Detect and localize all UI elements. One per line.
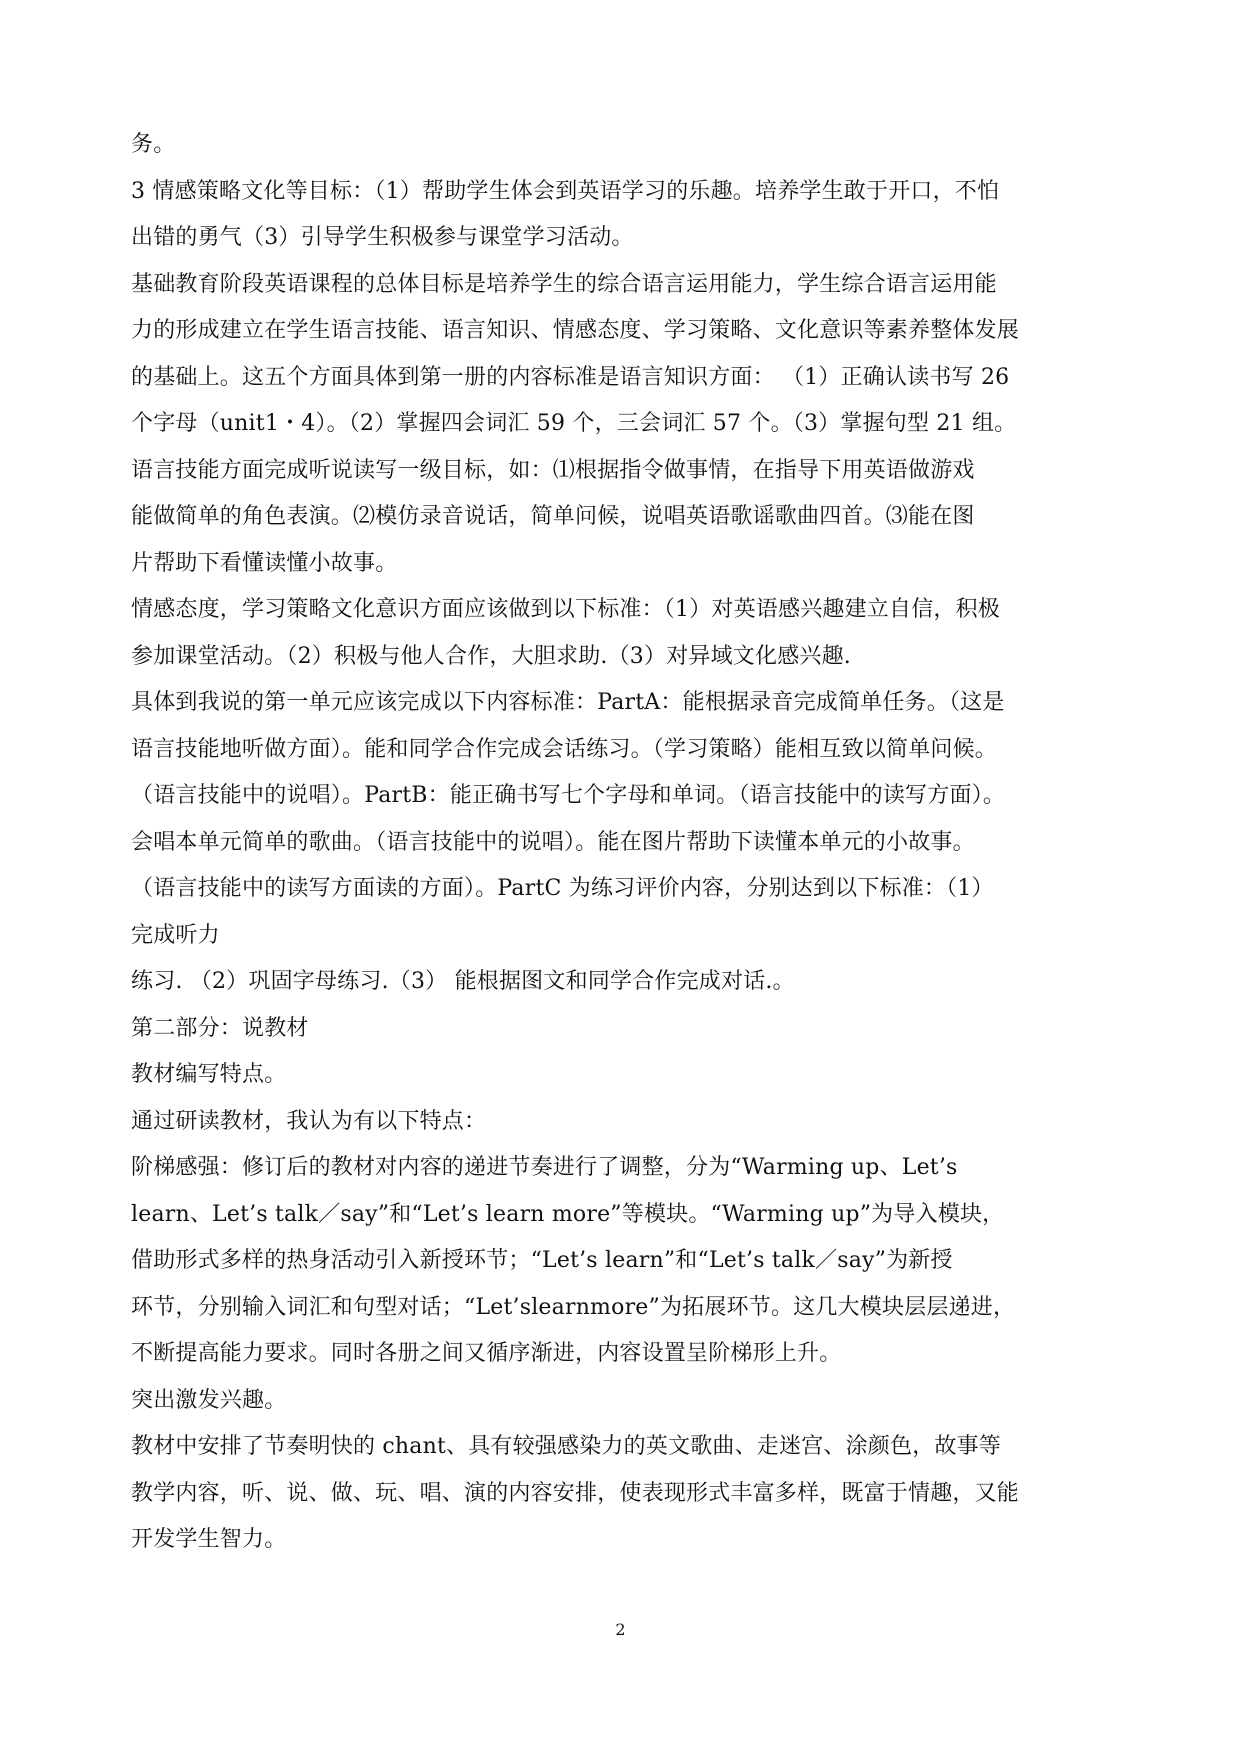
text-line: 3 情感策略文化等目标：（1）帮助学生体会到英语学习的乐趣。培养学生敢于开口，不怕: [131, 178, 1000, 204]
text-line: 教材中安排了节奏明快的 chant、具有较强感染力的英文歌曲、走迷宫、涂颜色，故事等: [131, 1434, 1002, 1459]
text-line: 语言技能地听做方面）。能和同学合作完成会话练习。（学习策略）能相互致以简单问候。: [131, 736, 998, 762]
text-line: 情感态度，学习策略文化意识方面应该做到以下标准：（1）对英语感兴趣建立自信，积极: [131, 597, 1000, 622]
text-line: 突出激发兴趣。: [131, 1387, 287, 1413]
text-line: 个字母（unit1・4）。（2）掌握四会词汇 59 个，三会词汇 57 个。（3）掌握句型 21 组。: [131, 411, 1017, 436]
text-line: 片帮助下看懂读懂小故事。: [131, 550, 398, 576]
text-line: 不断提高能力要求。同时各册之间又循序渐进，内容设置呈阶梯形上升。: [131, 1341, 842, 1366]
text-line: 借助形式多样的热身活动引入新授环节；“Let’s learn”和“Let’s talk／say”为新授: [131, 1248, 953, 1273]
text-line: 基础教育阶段英语课程的总体目标是培养学生的综合语言运用能力，学生综合语言运用能: [131, 271, 997, 297]
text-line: 务。: [131, 132, 176, 157]
text-line: 教学内容，听、说、做、玩、唱、演的内容安排，使表现形式丰富多样，既富于情趣，又能: [131, 1480, 1020, 1506]
text-line: 环节，分别输入词汇和句型对话；“Let’slearnmore”为拓展环节。这几大模块层层递进，: [131, 1294, 1016, 1320]
text-line: 完成听力: [131, 922, 220, 948]
text-line: 会唱本单元简单的歌曲。（语言技能中的说唱）。能在图片帮助下读懂本单元的小故事。: [131, 829, 975, 855]
text-line: 通过研读教材，我认为有以下特点：: [131, 1108, 487, 1134]
text-line: 参加课堂活动。（2）积极与他人合作，大胆求助.（3）对异域文化感兴趣.: [131, 643, 851, 669]
text-line: 教材编写特点。: [131, 1062, 287, 1087]
text-line: 阶梯感强：修订后的教材对内容的递进节奏进行了调整，分为“Warming up、Let’s: [131, 1155, 958, 1180]
text-line: 开发学生智力。: [131, 1527, 287, 1552]
text-line: 练习. （2）巩固字母练习.（3） 能根据图文和同学合作完成对话.。: [131, 969, 795, 994]
text-line: （语言技能中的读写方面读的方面）。PartC 为练习评价内容，分别达到以下标准：（1）: [131, 876, 994, 901]
text-line: 具体到我说的第一单元应该完成以下内容标准：PartA：能根据录音完成简单任务。（这是: [131, 690, 1005, 715]
section-heading: 第二部分：说教材: [131, 1015, 309, 1041]
document-body: [131, 122, 1121, 1564]
text-line: 能做简单的角色表演。⑵模仿录音说话，简单问候，说唱英语歌谣歌曲四首。⑶能在图: [131, 504, 975, 529]
text-line: 的基础上。这五个方面具体到第一册的内容标准是语言知识方面： （1）正确认读书写 26: [131, 364, 1010, 390]
text-line: learn、Let’s talk／say”和“Let’s learn more”等模块。“Warming up”为导入模块，: [131, 1201, 1005, 1227]
text-line: 语言技能方面完成听说读写一级目标，如：⑴根据指令做事情，在指导下用英语做游戏: [131, 457, 975, 483]
page-number: 2: [615, 1620, 626, 1639]
text-line: 力的形成建立在学生语言技能、语言知识、情感态度、学习策略、文化意识等素养整体发展: [131, 318, 1020, 343]
text-line: （语言技能中的说唱）。PartB：能正确书写七个字母和单词。（语言技能中的读写方面）。: [131, 783, 1006, 808]
text-line: 出错的勇气（3）引导学生积极参与课堂学习活动。: [131, 225, 634, 250]
